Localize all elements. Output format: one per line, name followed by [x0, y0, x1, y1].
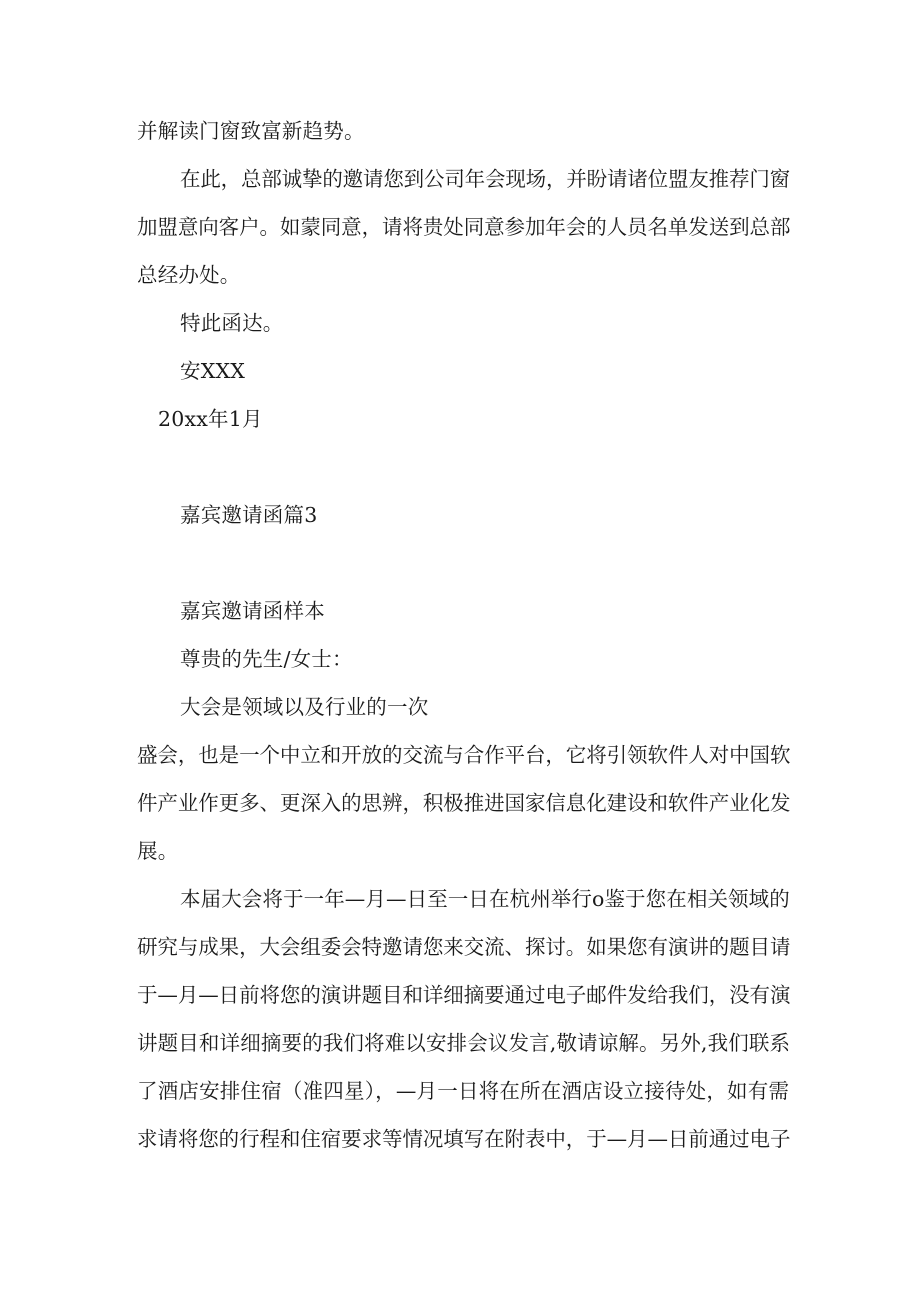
salutation: 尊贵的先生/女士： — [180, 647, 353, 671]
paragraph-line: 在此，总部诚挚的邀请您到公司年会现场，并盼请诸位盟友推荐门窗 — [180, 167, 790, 191]
paragraph-line: 大会是领域以及行业的一次 — [180, 695, 429, 719]
paragraph-line: 了酒店安排住宿（准四星），—月一日将在所在酒店设立接待处，如有需 — [137, 1079, 790, 1103]
paragraph-line: 求请将您的行程和住宿要求等情况填写在附表中，于—月—日前通过电子 — [137, 1127, 791, 1151]
date-line: 20xx年1月 — [158, 407, 263, 431]
closing-line: 特此函达。 — [180, 311, 284, 335]
paragraph-line: 件产业作更多、更深入的思辨，积极推进国家信息化建设和软件产业化发 — [137, 791, 791, 815]
paragraph-line: 盛会，也是一个中立和开放的交流与合作平台，它将引领软件人对中国软 — [137, 743, 791, 767]
paragraph-line: 展。 — [137, 839, 179, 863]
signature-line: 安XXX — [180, 359, 246, 383]
letter-title: 嘉宾邀请函样本 — [180, 599, 325, 623]
paragraph-line: 加盟意向客户。如蒙同意，请将贵处同意参加年会的人员名单发送到总部 — [137, 215, 791, 239]
paragraph-line: 总经办处。 — [137, 263, 241, 287]
paragraph-line: 并解读门窗致富新趋势。 — [137, 119, 365, 143]
paragraph-line: 研究与成果，大会组委会特邀请您来交流、探讨。如果您有演讲的题目请 — [137, 935, 791, 959]
paragraph-line: 讲题目和详细摘要的我们将难以安排会议发言,敬请谅解。另外,我们联系 — [137, 1031, 791, 1055]
paragraph-line: 本届大会将于一年—月—日至一日在杭州举行o鉴于您在相关领域的 — [180, 887, 790, 911]
paragraph-line: 于—月—日前将您的演讲题目和详细摘要通过电子邮件发给我们，没有演 — [137, 983, 791, 1007]
section-heading: 嘉宾邀请函篇3 — [180, 503, 318, 527]
